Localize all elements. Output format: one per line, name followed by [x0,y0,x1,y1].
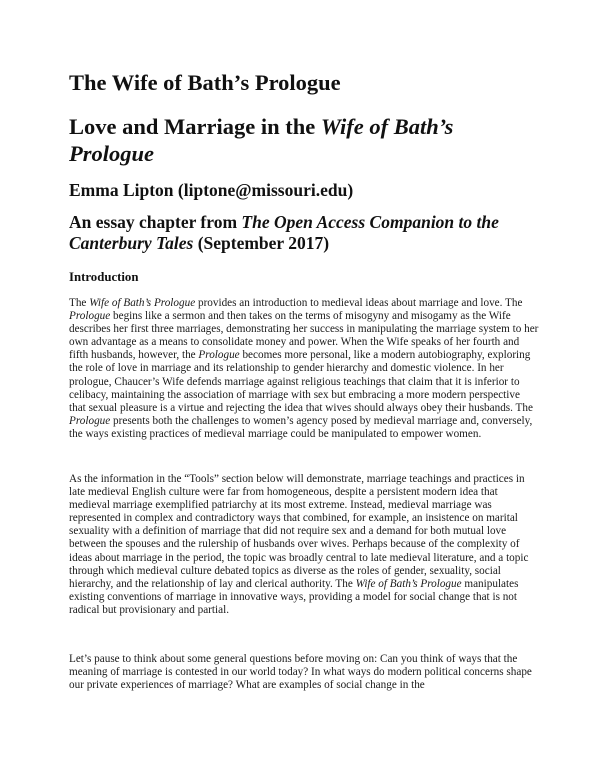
paragraph [69,473,539,617]
text-run: Let’s pause to think about some general questions before moving on: Can you think of ways that the meaning of marriage is contested in our world today? In what ways do modern political concerns shape our private experiences of marriage? What are examples of social change in the [69,653,532,692]
source-date: (September 2017) [193,233,330,253]
chapter-subtitle [69,113,539,167]
source-line [69,212,539,254]
italic-title-run: Wife of Bath’s Prologue [355,577,462,590]
source-title: The Open Access Companion to the Canterbury Tales [69,212,499,253]
italic-title-run: Prologue [69,310,111,323]
text-run: presents both the challenges to women’s agency posed by medieval marriage and, conversely, the ways existing practices of medieval marriage could be manipulated to empower women. [69,414,533,440]
page-title: The Wife of Bath’s Prologue [69,70,341,95]
text-run: manipulates existing conventions of marriage in innovative ways, providing a model for social change that is not radical but provisionary and partial. [69,577,519,616]
subtitle-text: Love and Marriage in the [69,114,321,139]
text-run: As the information in the “Tools” section below will demonstrate, marriage teachings and practices in late medieval English culture were far from homogeneous, despite a persistent modern idea that medieval marriage exemplified patriarchy at its most extreme. Instead, medieval marriage was represented in complex and contradictory ways that combined, for example, an insistence on marital sexuality with a definition of marriage that did not require sex and a demand for both mutual love between the spouses and the rulership of husbands over wives. Perhaps because of the complexity of ideas about marriage in the period, the topic was broadly central to late medieval literature, and a topic through which medieval culture debated topics as diverse as the roles of gender, sexuality, social hierarchy, and the relationship of lay and clerical authority. The [69,473,529,590]
text-run: begins like a sermon and then takes on the terms of misogyny and misogamy as the Wife describes her first three marriages, demonstrating her success in manipulating the marriage system to her own advantage as a means to consolidate money and power. When the Wife speaks of her fourth and fifth husbands, however, the [69,310,539,362]
italic-title-run: Prologue [198,349,240,362]
text-run: provides an introduction to medieval ideas about marriage and love. The [195,297,523,309]
paragraph [69,297,539,441]
section-heading: Introduction [69,270,139,284]
italic-title-run: Prologue [69,414,111,427]
text-run: The [69,297,90,309]
paragraph [69,653,539,692]
text-run: becomes more personal, like a modern autobiography, exploring the role of love in marriage and its relationship to gender hierarchy and domestic violence. In her prologue, Chaucer’s Wife defends marriage against religious teachings that claim that it is inferior to celibacy, maintaining the association of marriage with sex but embracing a more modern perspective that sexual pleasure is a virtue and rejecting the idea that wives should always obey their husbands. The [69,349,533,414]
italic-title-run: Wife of Bath’s Prologue [89,297,196,309]
source-prefix: An essay chapter from [69,212,242,232]
subtitle-italic: Wife of Bath’s Prologue [69,114,454,166]
author-line: Emma Lipton (liptone@missouri.edu) [69,180,354,200]
